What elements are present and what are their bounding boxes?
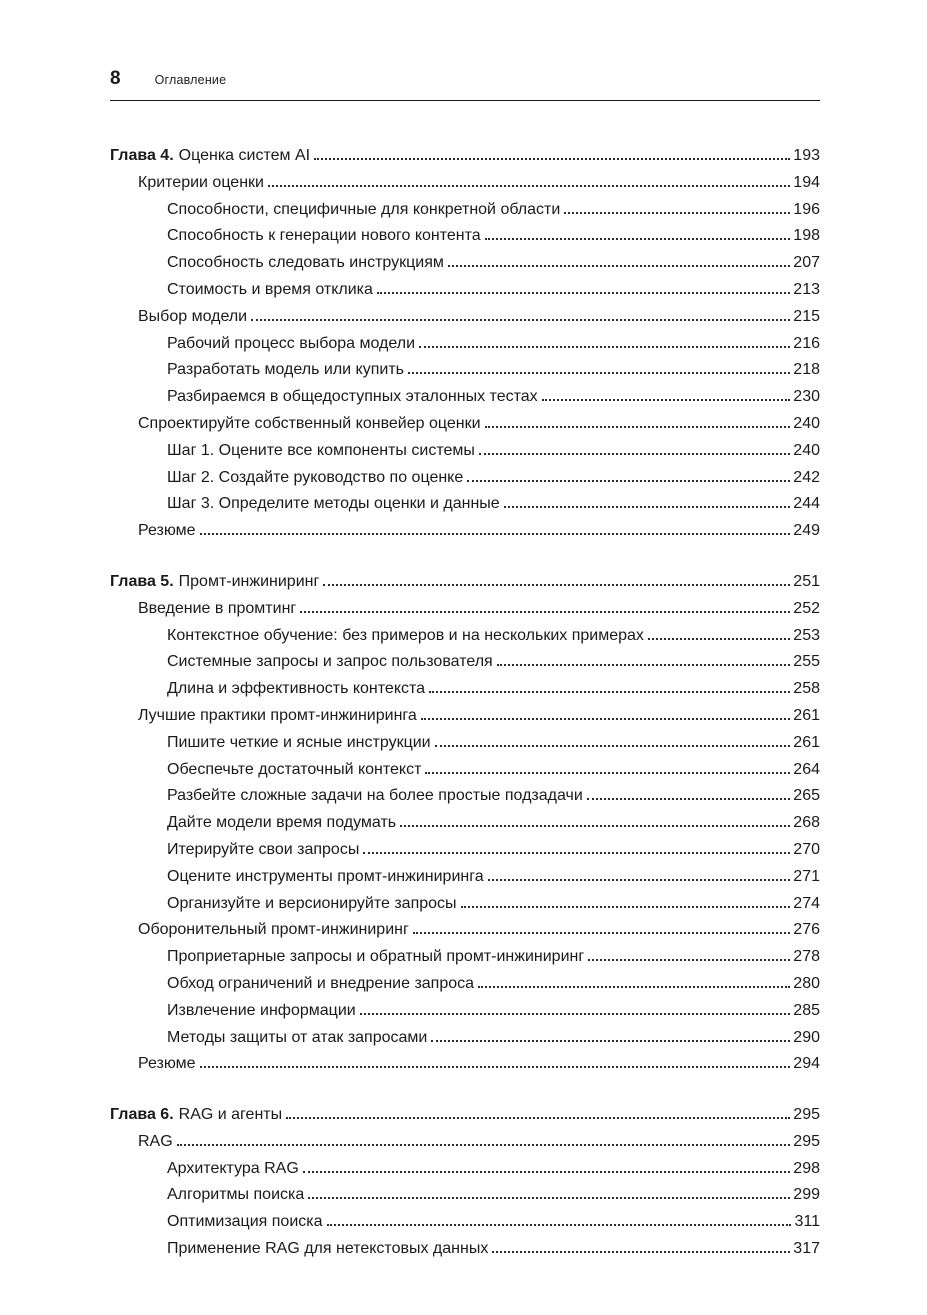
toc-entry bbox=[110, 810, 820, 837]
toc-entry-label: Итерируйте свои запросы bbox=[167, 840, 360, 858]
toc-chapter-entry bbox=[110, 1102, 820, 1129]
toc-entry-page: 265 bbox=[793, 787, 820, 805]
toc-entry bbox=[110, 197, 820, 224]
toc-entry-label: Применение RAG для нетекстовых данных bbox=[167, 1240, 489, 1258]
dot-leader bbox=[268, 185, 790, 187]
dot-leader bbox=[587, 798, 790, 800]
toc-entry-label: Спроектируйте собственный конвейер оценки bbox=[138, 414, 481, 432]
dot-leader bbox=[251, 319, 790, 321]
dot-leader bbox=[323, 584, 790, 586]
toc-entry-label: Обеспечьте достаточный контекст bbox=[167, 760, 422, 778]
dot-leader bbox=[488, 879, 791, 881]
header-rule bbox=[110, 100, 820, 101]
toc-entry-label: Шаг 1. Оцените все компоненты системы bbox=[167, 441, 475, 459]
toc-entry bbox=[110, 676, 820, 703]
dot-leader bbox=[408, 372, 790, 374]
dot-leader bbox=[327, 1224, 792, 1226]
toc-entry bbox=[110, 1182, 820, 1209]
toc-entry-page: 242 bbox=[793, 468, 820, 486]
toc-entry bbox=[110, 1129, 820, 1156]
dot-leader bbox=[497, 664, 791, 666]
toc-entry bbox=[110, 917, 820, 944]
toc-entry-page: 198 bbox=[793, 227, 820, 245]
toc-entry bbox=[110, 250, 820, 277]
dot-leader bbox=[303, 1171, 791, 1173]
toc-list bbox=[110, 143, 820, 1263]
toc-entry-page: 276 bbox=[793, 921, 820, 939]
dot-leader bbox=[200, 533, 791, 535]
dot-leader bbox=[425, 772, 790, 774]
toc-entry bbox=[110, 971, 820, 998]
dot-leader bbox=[648, 638, 790, 640]
toc-entry bbox=[110, 730, 820, 757]
toc-entry-page: 278 bbox=[793, 948, 820, 966]
dot-leader bbox=[504, 506, 791, 508]
toc-entry bbox=[110, 944, 820, 971]
toc-entry-label: RAG и агенты bbox=[178, 1106, 283, 1124]
toc-entry bbox=[110, 1051, 820, 1078]
toc-entry-label: RAG bbox=[138, 1132, 173, 1150]
toc-entry bbox=[110, 304, 820, 331]
toc-entry-page: 230 bbox=[793, 388, 820, 406]
toc-entry bbox=[110, 703, 820, 730]
dot-leader bbox=[200, 1066, 791, 1068]
dot-leader bbox=[435, 745, 791, 747]
toc-entry-page: 244 bbox=[793, 495, 820, 513]
toc-entry bbox=[110, 170, 820, 197]
toc-entry bbox=[110, 491, 820, 518]
toc-entry bbox=[110, 623, 820, 650]
toc-entry-page: 268 bbox=[793, 814, 820, 832]
toc-entry bbox=[110, 596, 820, 623]
toc-entry-label: Системные запросы и запрос пользователя bbox=[167, 653, 493, 671]
toc-entry bbox=[110, 1209, 820, 1236]
running-head-title: Оглавление bbox=[154, 73, 227, 87]
toc-entry-page: 264 bbox=[793, 760, 820, 778]
dot-leader bbox=[363, 852, 790, 854]
toc-entry bbox=[110, 864, 820, 891]
running-head bbox=[110, 0, 820, 100]
toc-entry-page: 240 bbox=[793, 441, 820, 459]
toc-entry-page: 294 bbox=[793, 1055, 820, 1073]
toc-chapter-entry bbox=[110, 569, 820, 596]
toc-entry bbox=[110, 223, 820, 250]
toc-entry-label: Способности, специфичные для конкретной области bbox=[167, 200, 561, 218]
toc-entry-page: 317 bbox=[793, 1240, 820, 1258]
toc-entry bbox=[110, 411, 820, 438]
toc-entry-label: Дайте модели время подумать bbox=[167, 814, 397, 832]
dot-leader bbox=[431, 1040, 790, 1042]
toc-entry-label: Оптимизация поиска bbox=[167, 1213, 323, 1231]
toc-entry-page: 251 bbox=[793, 572, 820, 590]
dot-leader bbox=[479, 453, 790, 455]
toc-entry-page: 213 bbox=[793, 280, 820, 298]
toc-entry bbox=[110, 277, 820, 304]
toc-entry bbox=[110, 357, 820, 384]
toc-chapter-entry bbox=[110, 143, 820, 170]
toc-entry-label: Критерии оценки bbox=[138, 173, 264, 191]
dot-leader bbox=[448, 265, 790, 267]
dot-leader bbox=[377, 292, 790, 294]
dot-leader bbox=[588, 959, 790, 961]
toc-entry-page: 207 bbox=[793, 254, 820, 272]
toc-entry-label: Разбираемся в общедоступных эталонных тестах bbox=[167, 388, 538, 406]
toc-entry bbox=[110, 438, 820, 465]
toc-entry-page: 255 bbox=[793, 653, 820, 671]
toc-entry-label: Шаг 3. Определите методы оценки и данные bbox=[167, 495, 500, 513]
toc-entry-page: 290 bbox=[793, 1028, 820, 1046]
toc-entry-label: Оцените инструменты промт-инжиниринга bbox=[167, 867, 484, 885]
toc-entry-prefix: Глава 5. bbox=[110, 572, 174, 590]
toc-entry bbox=[110, 518, 820, 545]
toc-entry-page: 285 bbox=[793, 1001, 820, 1019]
toc-entry-label: Проприетарные запросы и обратный промт-инжиниринг bbox=[167, 948, 585, 966]
toc-entry-page: 196 bbox=[793, 200, 820, 218]
toc-entry-page: 261 bbox=[793, 706, 820, 724]
toc-entry-page: 258 bbox=[793, 680, 820, 698]
toc-entry-page: 249 bbox=[793, 522, 820, 540]
dot-leader bbox=[485, 238, 791, 240]
dot-leader bbox=[564, 212, 790, 214]
dot-leader bbox=[492, 1251, 790, 1253]
toc-entry-prefix: Глава 6. bbox=[110, 1106, 174, 1124]
toc-entry-label: Выбор модели bbox=[138, 307, 248, 325]
toc-entry-label: Разбейте сложные задачи на более простые подзадачи bbox=[167, 787, 583, 805]
toc-entry bbox=[110, 1025, 820, 1052]
toc-entry-label: Способность к генерации нового контента bbox=[167, 227, 481, 245]
toc-entry bbox=[110, 757, 820, 784]
dot-leader bbox=[413, 932, 791, 934]
dot-leader bbox=[467, 480, 790, 482]
toc-entry-label: Архитектура RAG bbox=[167, 1159, 299, 1177]
dot-leader bbox=[177, 1144, 791, 1146]
toc-entry bbox=[110, 783, 820, 810]
toc-entry-page: 252 bbox=[793, 599, 820, 617]
toc-entry-label: Длина и эффективность контекста bbox=[167, 680, 426, 698]
dot-leader bbox=[542, 399, 791, 401]
toc-entry bbox=[110, 1156, 820, 1183]
toc-page bbox=[110, 0, 820, 1263]
toc-entry-page: 194 bbox=[793, 173, 820, 191]
toc-entry-label: Оборонительный промт-инжиниринг bbox=[138, 921, 409, 939]
toc-entry bbox=[110, 891, 820, 918]
toc-entry-label: Лучшие практики промт-инжиниринга bbox=[138, 706, 417, 724]
toc-entry-label: Резюме bbox=[138, 522, 196, 540]
dot-leader bbox=[478, 986, 790, 988]
dot-leader bbox=[308, 1197, 790, 1199]
dot-leader bbox=[429, 691, 790, 693]
dot-leader bbox=[461, 906, 791, 908]
dot-leader bbox=[300, 611, 790, 613]
toc-entry bbox=[110, 649, 820, 676]
toc-entry-page: 215 bbox=[793, 307, 820, 325]
toc-entry-page: 240 bbox=[793, 414, 820, 432]
toc-entry-label: Обход ограничений и внедрение запроса bbox=[167, 974, 475, 992]
toc-entry-page: 271 bbox=[793, 867, 820, 885]
toc-entry-label: Резюме bbox=[138, 1055, 196, 1073]
toc-entry-label: Контекстное обучение: без примеров и на нескольких примерах bbox=[167, 626, 644, 644]
dot-leader bbox=[419, 346, 790, 348]
toc-entry-label: Разработать модель или купить bbox=[167, 361, 404, 379]
toc-entry bbox=[110, 998, 820, 1025]
page-number: 8 bbox=[110, 68, 121, 89]
toc-entry-page: 274 bbox=[793, 894, 820, 912]
toc-entry bbox=[110, 465, 820, 492]
toc-entry-label: Стоимость и время отклика bbox=[167, 280, 373, 298]
toc-entry-prefix: Глава 4. bbox=[110, 147, 174, 164]
toc-entry-label: Организуйте и версионируйте запросы bbox=[167, 894, 457, 912]
toc-entry-page: 295 bbox=[793, 1106, 820, 1124]
toc-entry-page: 253 bbox=[793, 626, 820, 644]
toc-entry-page: 216 bbox=[793, 334, 820, 352]
toc-entry-page: 270 bbox=[793, 840, 820, 858]
toc-entry-label: Введение в промтинг bbox=[138, 599, 297, 617]
toc-entry-page: 261 bbox=[793, 733, 820, 751]
toc-entry-label: Способность следовать инструкциям bbox=[167, 254, 444, 272]
toc-entry-page: 280 bbox=[793, 974, 820, 992]
dot-leader bbox=[400, 825, 790, 827]
toc-entry-page: 311 bbox=[794, 1213, 820, 1231]
toc-entry-page: 193 bbox=[793, 147, 820, 164]
toc-entry-label: Рабочий процесс выбора модели bbox=[167, 334, 416, 352]
toc-entry-label: Оценка систем AI bbox=[178, 147, 311, 164]
toc-entry-page: 298 bbox=[793, 1159, 820, 1177]
toc-entry-label: Шаг 2. Создайте руководство по оценке bbox=[167, 468, 464, 486]
toc-entry-label: Методы защиты от атак запросами bbox=[167, 1028, 428, 1046]
dot-leader bbox=[286, 1117, 790, 1119]
dot-leader bbox=[314, 158, 790, 160]
toc-entry-page: 295 bbox=[793, 1132, 820, 1150]
dot-leader bbox=[421, 718, 791, 720]
toc-entry bbox=[110, 1236, 820, 1263]
toc-entry bbox=[110, 331, 820, 358]
toc-entry bbox=[110, 837, 820, 864]
toc-entry-label: Извлечение информации bbox=[167, 1001, 356, 1019]
toc-entry-label: Промт-инжиниринг bbox=[178, 572, 320, 590]
dot-leader bbox=[485, 426, 791, 428]
toc-entry-page: 299 bbox=[793, 1186, 820, 1204]
dot-leader bbox=[360, 1013, 791, 1015]
toc-entry-label: Алгоритмы поиска bbox=[167, 1186, 305, 1204]
toc-entry-page: 218 bbox=[793, 361, 820, 379]
toc-entry bbox=[110, 384, 820, 411]
toc-entry-label: Пишите четкие и ясные инструкции bbox=[167, 733, 431, 751]
